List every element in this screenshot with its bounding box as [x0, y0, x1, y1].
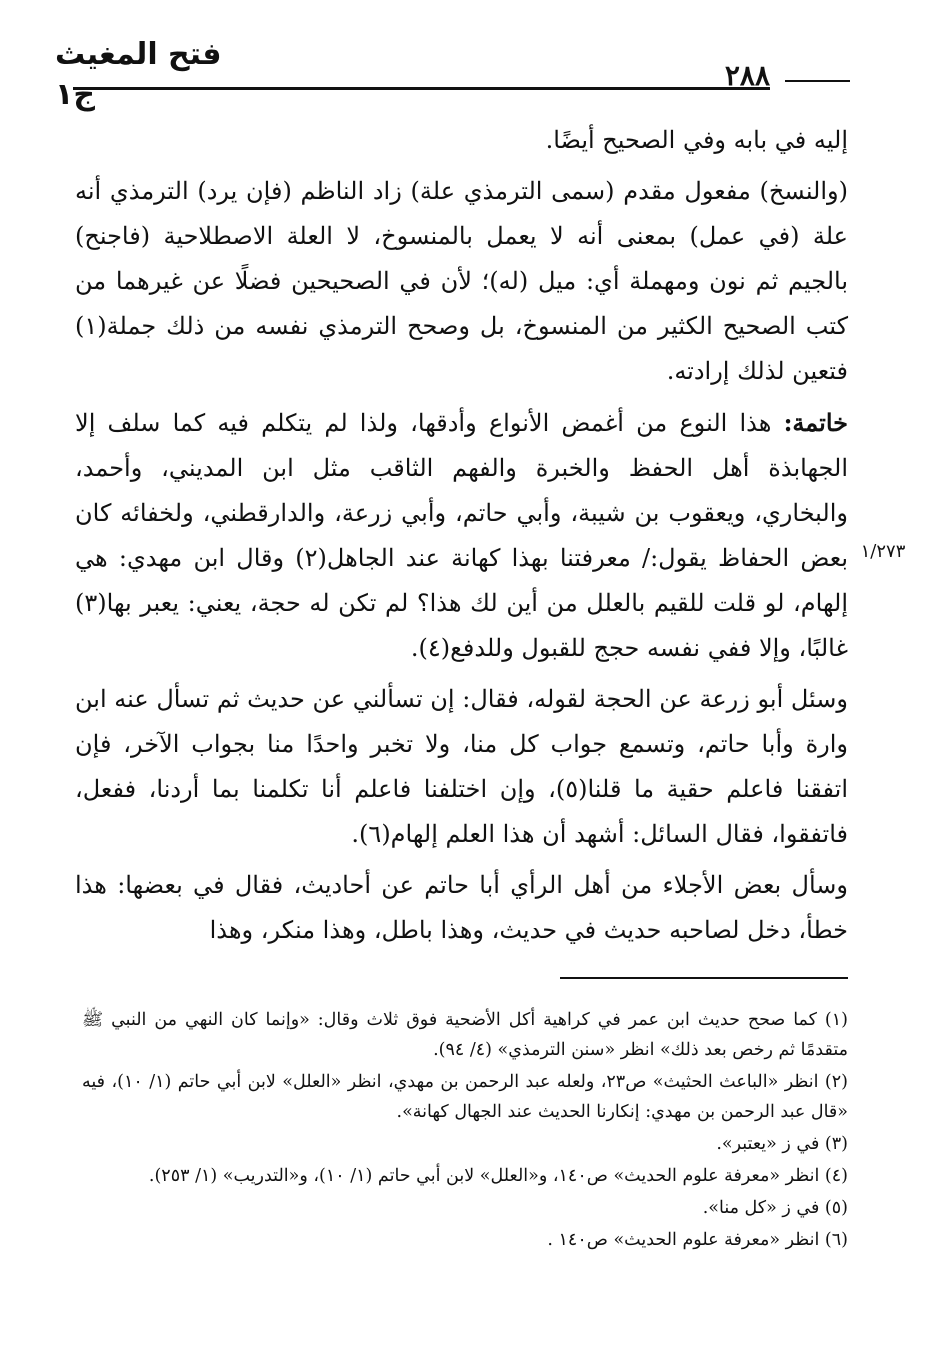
paragraph-text: هذا النوع من أغمض الأنواع وأدقها، ولذا لم يتكلم فيه كما سلف إلا الجهابذة أهل الحفظ والخبرة والفهم الثاقب مثل ابن المديني، وأحمد، والبخاري، ويعقوب بن شيبة، وأبي حاتم، وأبي زرعة، والدارقطني، ولخفائه كان بعض الحفاظ يقول:/ معرفتنا بهذا كهانة عند الجاهل(٢) وقال ابن مهدي: هي إلهام، لو قلت للقيم بالعلل من أين لك هذا؟ لم تكن له حجة، يعني: يعبر بها(٣) غالبًا، وإلا ففي نفسه حجج للقبول وللدفع(٤). — [75, 409, 849, 662]
paragraph-text: وسأل بعض الأجلاء من أهل الرأي أبا حاتم عن أحاديث، فقال في بعضها: هذا خطأ، دخل لصاحبه حديث في حديث، وهذا باطل، وهذا منكر، وهذا — [75, 871, 848, 944]
footnote: (١) كما صحح حديث ابن عمر في كراهية أكل الأضحية فوق ثلاث وقال: «وإنما كان النهي من النبي ﷺ متقدمًا ثم رخص بعد ذلك» انظر «سنن الترمذي» (٤/ ٩٤). — [82, 1010, 848, 1060]
paragraph — [75, 169, 848, 394]
footnotes — [82, 1005, 848, 1257]
paragraph — [75, 863, 848, 953]
paragraph — [75, 118, 848, 163]
footnote: (٦) انظر «معرفة علوم الحديث» ص١٤٠ . — [547, 1230, 848, 1250]
page-number: ٢٨٨ — [724, 59, 770, 92]
paragraph-text: (والنسخ) مفعول مقدم (سمى الترمذي علة) زاد الناظم (فإن يرد) الترمذي أنه علة (في عمل) بمعنى أنه لا يعمل بالمنسوخ، لا العلة الاصطلاحية (فاجنح) بالجيم ثم نون ومهملة أي: ميل (له)؛ لأن في الصحيحين فضلًا عن غيرهما من كتب الصحيح الكثير من المنسوخ، بل وصحح الترمذي نفسه من ذلك جملة(١) فتعين لذلك إرادته. — [75, 177, 849, 385]
paragraph — [75, 677, 848, 857]
footnote: (٣) في ز «يعتبر». — [716, 1134, 848, 1154]
footnote: (٢) انظر «الباعث الحثيث» ص٢٣، ولعله عبد الرحمن بن مهدي، انظر «العلل» لابن أبي حاتم (١/ ١٠)، فيه «قال عبد الرحمن بن مهدي: إنكارنا الحديث عند الجهال كهانة». — [82, 1072, 848, 1122]
body-text — [75, 118, 848, 953]
margin-reference: ١/٢٧٣ — [860, 541, 906, 562]
footnote: (٤) انظر «معرفة علوم الحديث» ص١٤٠، و«العلل» لابن أبي حاتم (١/ ١٠)، و«التدريب» (١/ ٢٥٣). — [148, 1166, 848, 1186]
running-title: فتح المغيث ج١ — [55, 37, 222, 112]
paragraph-text: إليه في بابه وفي الصحيح أيضًا. — [545, 126, 848, 154]
footnote-rule — [560, 977, 848, 979]
footnote: (٥) في ز «كل منا». — [702, 1198, 848, 1218]
paragraph — [75, 400, 848, 671]
section-lead: خاتمة: — [783, 408, 848, 437]
header-rule-short — [785, 80, 850, 82]
header-rule — [73, 87, 770, 90]
paragraph-text: وسئل أبو زرعة عن الحجة لقوله، فقال: إن تسألني عن حديث ثم تسأل عنه ابن وارة وأبا حاتم، وتسمع جواب كل منا، ولا تخبر واحدًا منا بجواب الآخر، فإن اتفقنا فاعلم حقية ما قلنا(٥)، وإن اختلفنا فاعلم أنا تكلمنا بما أردنا، ففعل، فاتفقوا، فقال السائل: أشهد أن هذا العلم إلهام(٦). — [75, 685, 848, 848]
